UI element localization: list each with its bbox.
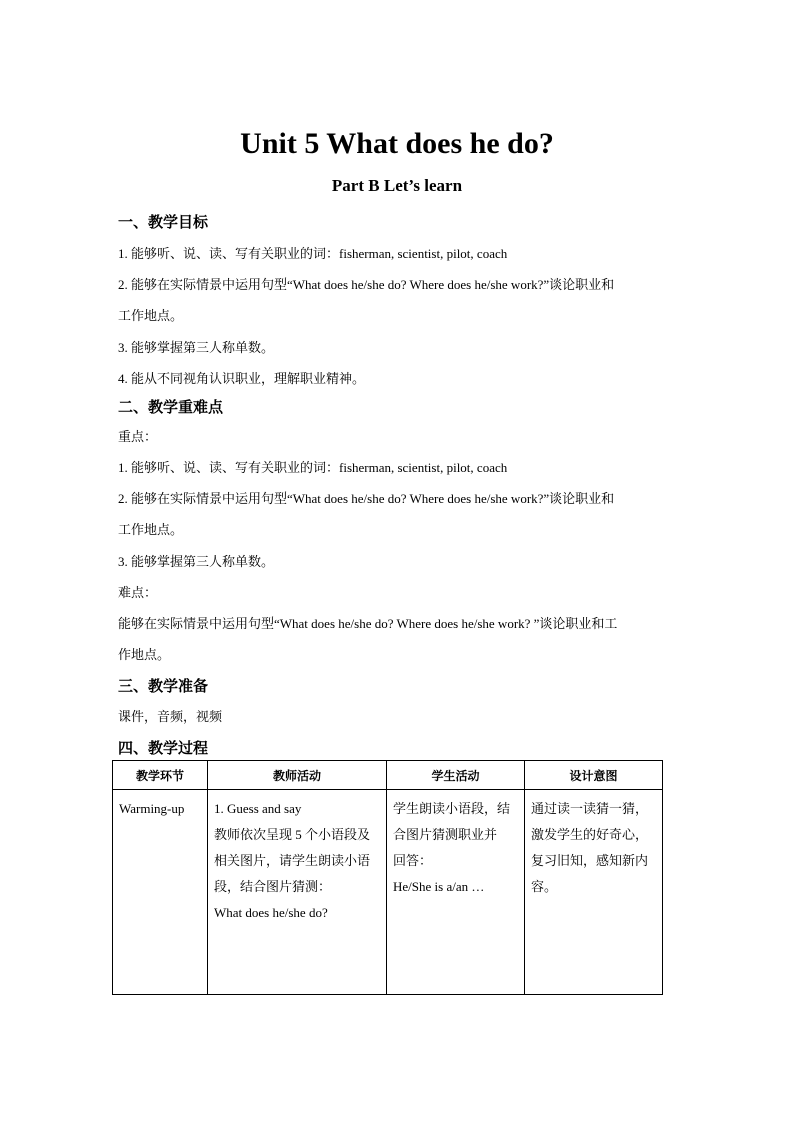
key-label: 重点： bbox=[118, 429, 158, 444]
objective-item: 工作地点。 bbox=[118, 308, 184, 323]
objective-item: 3. 能够掌握第三人称单数。 bbox=[118, 340, 275, 355]
table-row bbox=[113, 790, 663, 995]
stage-text: Warming-up bbox=[119, 801, 185, 816]
objective-item: 1. 能够听、说、读、写有关职业的词：fisherman, scientist, pilot, coach bbox=[118, 246, 508, 261]
key-item: 2. 能够在实际情景中运用句型“What does he/she do? Where does he/she work?”谈论职业和 bbox=[118, 491, 615, 506]
page-subtitle: Part B Let’s learn bbox=[331, 176, 463, 195]
cell-line: 教师依次呈现 5 个小语段及 bbox=[214, 827, 371, 842]
section-heading-key-points: 二、教学重难点 bbox=[118, 398, 224, 416]
cell-line: 学生朗读小语段，结 bbox=[393, 801, 511, 816]
table-header-row bbox=[113, 761, 663, 790]
objective-item: 4. 能从不同视角认识职业，理解职业精神。 bbox=[118, 371, 366, 386]
key-item: 工作地点。 bbox=[118, 522, 184, 537]
cell-line: 回答： bbox=[393, 853, 433, 868]
cell-line: He/She is a/an … bbox=[393, 879, 485, 894]
column-header: 学生活动 bbox=[387, 761, 525, 790]
cell-line: 容。 bbox=[531, 879, 558, 894]
section-heading-objectives: 一、教学目标 bbox=[118, 213, 209, 231]
preparation-text: 课件，音频，视频 bbox=[118, 709, 223, 724]
section-heading-process: 四、教学过程 bbox=[118, 739, 209, 757]
difficult-item: 能够在实际情景中运用句型“What does he/she do? Where does he/she work? ”谈论职业和工 bbox=[118, 616, 618, 631]
column-header: 设计意图 bbox=[525, 761, 663, 790]
column-header: 教学环节 bbox=[113, 761, 208, 790]
student-activity-cell bbox=[387, 790, 525, 995]
cell-line: 激发学生的好奇心， bbox=[531, 827, 649, 842]
cell-line: 通过读一读猜一猜， bbox=[531, 801, 649, 816]
key-item: 3. 能够掌握第三人称单数。 bbox=[118, 554, 275, 569]
cell-line: What does he/she do? bbox=[214, 905, 328, 920]
stage-cell bbox=[113, 790, 208, 995]
cell-line: 合图片猜测职业并 bbox=[393, 827, 498, 842]
column-header: 教师活动 bbox=[208, 761, 387, 790]
objective-item: 2. 能够在实际情景中运用句型“What does he/she do? Where does he/she work?”谈论职业和 bbox=[118, 277, 615, 292]
teacher-activity-cell bbox=[208, 790, 387, 995]
difficult-item: 作地点。 bbox=[118, 647, 171, 662]
section-heading-preparation: 三、教学准备 bbox=[118, 677, 209, 695]
cell-line: 1. Guess and say bbox=[214, 801, 302, 816]
cell-line: 复习旧知，感知新内 bbox=[531, 853, 649, 868]
key-item: 1. 能够听、说、读、写有关职业的词：fisherman, scientist, pilot, coach bbox=[118, 460, 508, 475]
teaching-process-table bbox=[112, 760, 663, 995]
cell-line: 段，结合图片猜测： bbox=[214, 879, 332, 894]
design-intent-cell bbox=[525, 790, 663, 995]
cell-line: 相关图片，请学生朗读小语 bbox=[214, 853, 371, 868]
page-title: Unit 5 What does he do? bbox=[240, 127, 554, 160]
difficult-label: 难点： bbox=[118, 585, 158, 600]
